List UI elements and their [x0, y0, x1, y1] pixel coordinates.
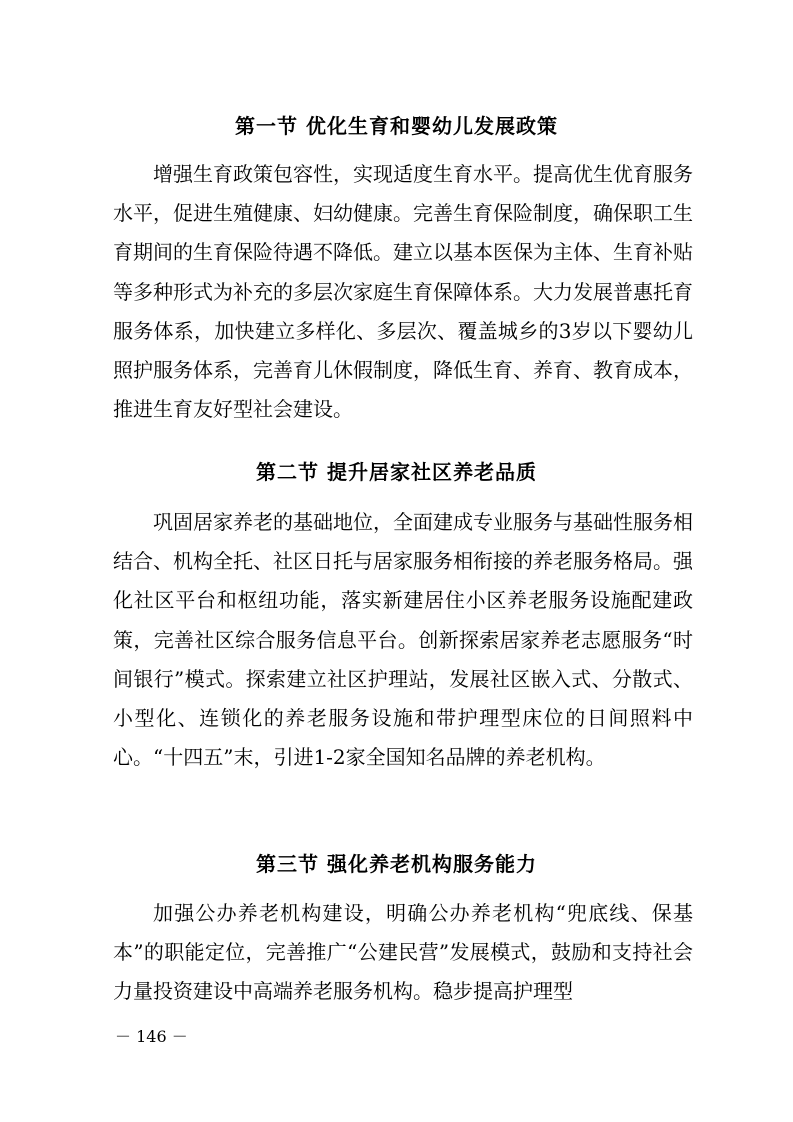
section-3-heading: 第三节 强化养老机构服务能力	[256, 852, 537, 876]
section-3-paragraph: 加强公办养老机构建设，明确公办养老机构“兜底线、保基本”的职能定位，完善推广“公建民营”发展模式，鼓励和支持社会力量投资建设中高端养老服务机构。稳步提高护理型	[113, 901, 693, 1004]
section-2-heading: 第二节 提升居家社区养老品质	[256, 460, 537, 484]
page-number: － 146 －	[115, 1027, 188, 1046]
section-1-heading: 第一节 优化生育和婴幼儿发展政策	[235, 114, 558, 138]
section-1-paragraph: 增强生育政策包容性，实现适度生育水平。提高优生优育服务水平，促进生殖健康、妇幼健康。完善生育保险制度，确保职工生育期间的生育保险待遇不降低。建立以基本医保为主体、生育补贴等多种形式为补充的多层次家庭生育保障体系。大力发展普惠托育服务体系，加快建立多样化、多层次、覆盖城乡的3岁以下婴幼儿照护服务体系，完善育儿休假制度，降低生育、养育、教育成本，推进生育友好型社会建设。	[113, 162, 693, 422]
section-2-paragraph: 巩固居家养老的基础地位，全面建成专业服务与基础性服务相结合、机构全托、社区日托与居家服务相衔接的养老服务格局。强化社区平台和枢纽功能，落实新建居住小区养老服务设施配建政策，完善社区综合服务信息平台。创新探索居家养老志愿服务“时间银行”模式。探索建立社区护理站，发展社区嵌入式、分散式、小型化、连锁化的养老服务设施和带护理型床位的日间照料中心。“十四五”末，引进1-2家全国知名品牌的养老机构。	[113, 510, 693, 770]
